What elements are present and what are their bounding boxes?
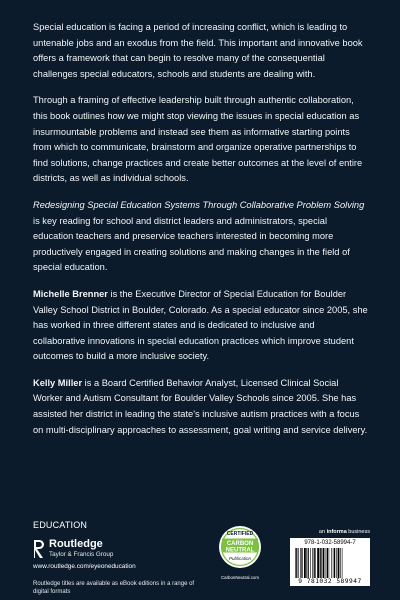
publisher-group: Taylor & Francis Group <box>49 551 114 558</box>
informa-prefix: an <box>318 529 327 535</box>
barcode-bar <box>310 548 311 578</box>
barcode-bar <box>312 548 313 578</box>
barcode-bar <box>326 548 327 578</box>
book-title: Redesigning Special Education Systems Through Collaborative Problem Solving <box>33 199 365 210</box>
barcode-bar <box>329 548 330 578</box>
barcode-bar <box>323 548 325 578</box>
barcode-bar <box>333 548 334 578</box>
barcode-bar <box>295 548 296 578</box>
author-name-1: Michelle Brenner <box>33 288 108 299</box>
barcode-bar <box>342 548 343 578</box>
author-bio-1 <box>33 287 369 365</box>
barcode-icon <box>295 548 365 578</box>
barcode-bar <box>331 548 332 578</box>
barcode-bar <box>306 548 307 578</box>
barcode-bar <box>336 548 337 578</box>
informa-brand: informa <box>326 529 347 535</box>
seal-main-text-2: NEUTRAL <box>225 547 255 554</box>
publisher-url[interactable]: www.routledge.com/eyeoneducation <box>33 563 136 570</box>
barcode-bar <box>334 548 335 578</box>
carbon-neutral-seal-icon <box>216 524 264 570</box>
description-paragraph-3 <box>33 198 369 276</box>
barcode-bar <box>296 548 297 578</box>
description-block <box>33 20 369 449</box>
barcode-bar <box>300 548 301 578</box>
barcode-digits: 9 781032 589947 <box>298 578 362 585</box>
isbn-text: 978-1-032-58994-7 <box>304 540 356 546</box>
author-name-2: Kelly Miller <box>33 377 83 388</box>
author-bio-text-1: is the Executive Director of Special Education for Boulder Valley School District in Boulder, Colorado. As a special educator since 2005, she has worked in three different states and is dedicated to inclusive and collaborative innovations in special education practices which improve student outcomes to build a more inclusive society. <box>33 288 368 362</box>
author-bio-2 <box>33 376 369 438</box>
barcode-bar <box>340 548 341 578</box>
barcode-bar <box>338 548 340 578</box>
barcode-bar <box>321 548 322 578</box>
barcode-bar <box>315 548 316 578</box>
barcode-bar <box>304 548 306 578</box>
seal-url: CarbonNeutral.com <box>220 575 260 580</box>
barcode-bar <box>308 548 309 578</box>
subject-category: EDUCATION <box>33 520 88 530</box>
barcode-bar <box>298 548 299 578</box>
publisher-name: Routledge <box>49 538 103 550</box>
description-paragraph-3-text: is key reading for school and district leaders and administrators, special education teachers and preservice teachers interested in becoming more productively engaged in creating solutions and making changes in the field of special education. <box>33 215 350 273</box>
description-paragraph-2: Through a framing of effective leadership built through authentic collaboration, this book outlines how we might stop viewing the issues in special education as insurmountable problems and instead see them as informative starting points from which to communicate, brainstorm and organize operative partnerships to find solutions, change practices and create better outcomes at the level of entire districts, as well as individual schools. <box>33 95 363 184</box>
seal-top-text: CERTIFIED <box>226 531 254 537</box>
description-paragraph-1: Special education is facing a period of increasing conflict, which is leading to untenable jobs and an exodus from the field. This important and innovative book offers a framework that can begin to resolve many of the consequential challenges special educators, schools and students are dealing with. <box>33 22 363 79</box>
informa-suffix: business <box>346 529 370 535</box>
ebook-note: Routledge titles are available as eBook editions in a range of digital formats <box>33 581 195 595</box>
barcode-panel <box>290 538 370 586</box>
barcode-bar <box>317 548 319 578</box>
barcode-bar <box>327 548 328 578</box>
seal-sub-text: Publication <box>228 556 252 561</box>
seal-main-text-1: CARBON <box>226 541 254 547</box>
routledge-logo-icon <box>33 539 45 559</box>
barcode-bar <box>302 548 303 578</box>
author-bio-text-2: is a Board Certified Behavior Analyst, Licensed Clinical Social Worker and Autism Consultant for Boulder Valley Schools since 2005. She has assisted her district in leading the state's inclusive autism practices with a focus on multi-disciplinary approaches to assessment, goal writing and service delivery. <box>33 377 368 435</box>
informa-business-label <box>300 529 370 535</box>
barcode-bar <box>320 548 321 578</box>
barcode-bar <box>314 548 315 578</box>
